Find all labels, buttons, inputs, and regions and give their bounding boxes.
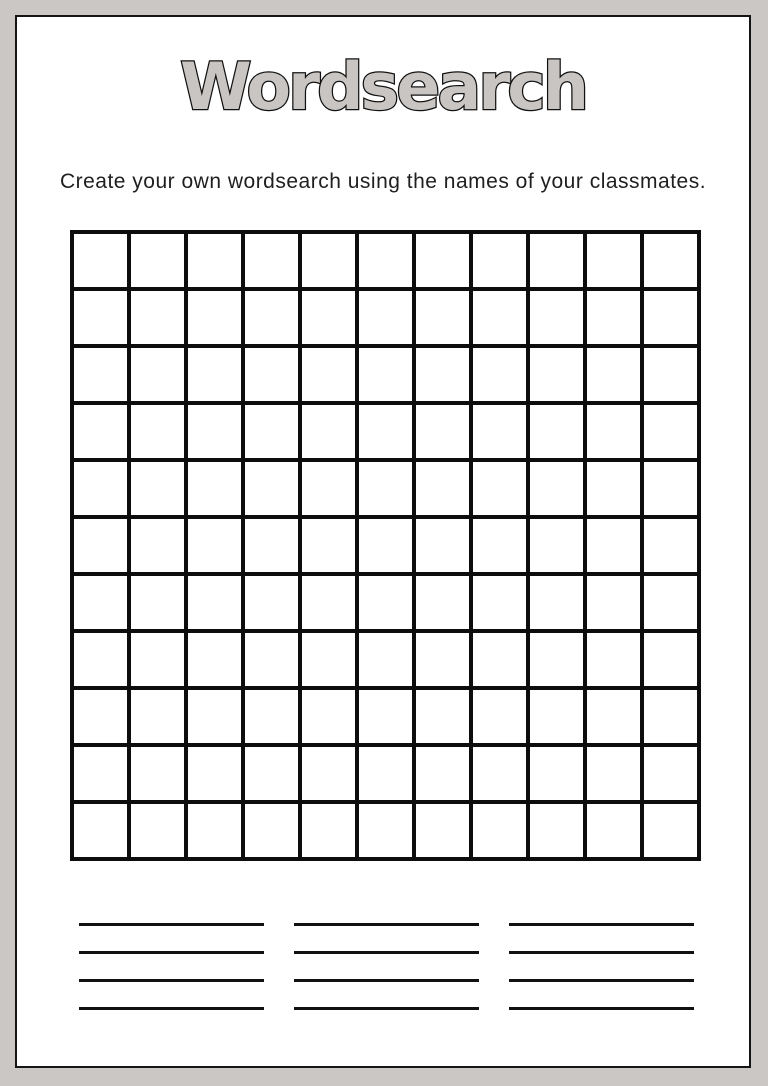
grid-cell xyxy=(471,688,528,745)
grid-cell xyxy=(186,232,243,289)
grid-cell xyxy=(528,517,585,574)
grid-cell xyxy=(471,802,528,859)
grid-cell xyxy=(414,574,471,631)
grid-cell xyxy=(585,688,642,745)
grid-cell xyxy=(585,289,642,346)
grid-cell xyxy=(129,802,186,859)
grid-cell xyxy=(585,802,642,859)
grid-cell xyxy=(186,745,243,802)
grid-cell xyxy=(471,289,528,346)
grid-cell xyxy=(585,346,642,403)
grid-cell xyxy=(642,688,699,745)
grid-cell xyxy=(186,460,243,517)
grid-cell xyxy=(528,289,585,346)
grid-cell xyxy=(129,403,186,460)
grid-cell xyxy=(72,289,129,346)
word-line-column xyxy=(509,923,694,1035)
grid-cell xyxy=(186,346,243,403)
instruction-text: Create your own wordsearch using the names of your classmates. xyxy=(59,170,707,193)
grid-cell xyxy=(129,517,186,574)
grid-cell xyxy=(528,574,585,631)
grid-cell xyxy=(300,232,357,289)
grid-cell xyxy=(186,289,243,346)
grid-cell xyxy=(72,688,129,745)
grid-cell xyxy=(300,403,357,460)
grid-cell xyxy=(528,346,585,403)
grid-cell xyxy=(72,631,129,688)
grid-cell xyxy=(414,460,471,517)
word-line-column xyxy=(79,923,264,1035)
grid-cell xyxy=(414,289,471,346)
word-line xyxy=(79,979,264,982)
grid-cell xyxy=(528,688,585,745)
grid-cell xyxy=(471,403,528,460)
grid-cell xyxy=(129,232,186,289)
grid-cell xyxy=(186,517,243,574)
grid-cell xyxy=(300,289,357,346)
grid-cell xyxy=(471,232,528,289)
grid-cell xyxy=(243,403,300,460)
word-line xyxy=(294,979,479,982)
grid-cell xyxy=(642,517,699,574)
grid-cell xyxy=(642,460,699,517)
grid-cell xyxy=(585,403,642,460)
grid-cell xyxy=(129,346,186,403)
grid-cell xyxy=(471,574,528,631)
grid-cell xyxy=(186,688,243,745)
grid-cell xyxy=(414,517,471,574)
grid-cell xyxy=(642,802,699,859)
grid-cell xyxy=(300,802,357,859)
grid-cell xyxy=(186,802,243,859)
word-line xyxy=(294,923,479,926)
grid-cell xyxy=(243,517,300,574)
grid-cell xyxy=(243,745,300,802)
grid-cell xyxy=(471,346,528,403)
grid-cell xyxy=(300,574,357,631)
grid-cell xyxy=(186,574,243,631)
grid-cell xyxy=(414,745,471,802)
grid-cell xyxy=(243,232,300,289)
grid-cell xyxy=(129,631,186,688)
grid-cell xyxy=(243,688,300,745)
grid-cell xyxy=(471,460,528,517)
grid-cell xyxy=(414,631,471,688)
grid-cell xyxy=(243,460,300,517)
grid-cell xyxy=(300,688,357,745)
grid-cell xyxy=(72,802,129,859)
grid-cell xyxy=(357,745,414,802)
grid-cell xyxy=(129,688,186,745)
grid-cell xyxy=(528,631,585,688)
grid-cell xyxy=(129,745,186,802)
grid-cell xyxy=(357,688,414,745)
grid-cell xyxy=(471,745,528,802)
grid-cell xyxy=(186,631,243,688)
grid-cell xyxy=(72,745,129,802)
grid-cell xyxy=(357,631,414,688)
grid-cell xyxy=(642,631,699,688)
grid-cell xyxy=(300,346,357,403)
grid-cell xyxy=(72,403,129,460)
word-line xyxy=(294,951,479,954)
grid-cell xyxy=(585,631,642,688)
grid-cell xyxy=(528,460,585,517)
grid-cell xyxy=(414,802,471,859)
word-line xyxy=(509,1007,694,1010)
grid-cell xyxy=(642,289,699,346)
word-lines xyxy=(79,923,694,1035)
grid-cell xyxy=(357,289,414,346)
grid-cell xyxy=(357,232,414,289)
grid-cell xyxy=(186,403,243,460)
grid-cell xyxy=(642,745,699,802)
grid-cell xyxy=(471,517,528,574)
grid-cell xyxy=(357,460,414,517)
grid-cell xyxy=(471,631,528,688)
worksheet-page xyxy=(15,15,751,1068)
grid-cell xyxy=(585,232,642,289)
grid-cell xyxy=(642,232,699,289)
grid-cell xyxy=(414,688,471,745)
grid-cell xyxy=(414,232,471,289)
grid-cell xyxy=(72,460,129,517)
grid-cell xyxy=(642,346,699,403)
page-title: Wordsearch xyxy=(179,50,587,125)
grid-cell xyxy=(129,289,186,346)
wordsearch-grid xyxy=(70,230,701,861)
grid-cell xyxy=(585,745,642,802)
grid-cell xyxy=(300,517,357,574)
grid-cell xyxy=(357,403,414,460)
grid-cell xyxy=(72,232,129,289)
grid-cell xyxy=(357,346,414,403)
word-line xyxy=(509,923,694,926)
grid-cell xyxy=(300,460,357,517)
grid-cell xyxy=(357,574,414,631)
grid-cell xyxy=(300,745,357,802)
word-line xyxy=(509,979,694,982)
grid-cell xyxy=(129,460,186,517)
grid-cell xyxy=(585,574,642,631)
grid-cell xyxy=(528,802,585,859)
grid-cell xyxy=(642,403,699,460)
grid-cell xyxy=(72,517,129,574)
word-line xyxy=(294,1007,479,1010)
grid-cell xyxy=(528,403,585,460)
grid-cell xyxy=(585,460,642,517)
grid-cell xyxy=(357,802,414,859)
grid-cell xyxy=(528,745,585,802)
grid-cell xyxy=(243,631,300,688)
grid-cell xyxy=(129,574,186,631)
grid-cell xyxy=(528,232,585,289)
grid-cell xyxy=(585,517,642,574)
grid-cell xyxy=(72,346,129,403)
word-line-column xyxy=(294,923,479,1035)
grid-cell xyxy=(642,574,699,631)
grid-cell xyxy=(243,802,300,859)
word-line xyxy=(79,1007,264,1010)
grid-cell xyxy=(357,517,414,574)
grid-cell xyxy=(300,631,357,688)
word-line xyxy=(79,951,264,954)
grid-cell xyxy=(243,289,300,346)
word-line xyxy=(79,923,264,926)
grid-cell xyxy=(243,574,300,631)
grid-cell xyxy=(414,346,471,403)
grid-cell xyxy=(72,574,129,631)
grid-cell xyxy=(243,346,300,403)
grid-cell xyxy=(414,403,471,460)
word-line xyxy=(509,951,694,954)
